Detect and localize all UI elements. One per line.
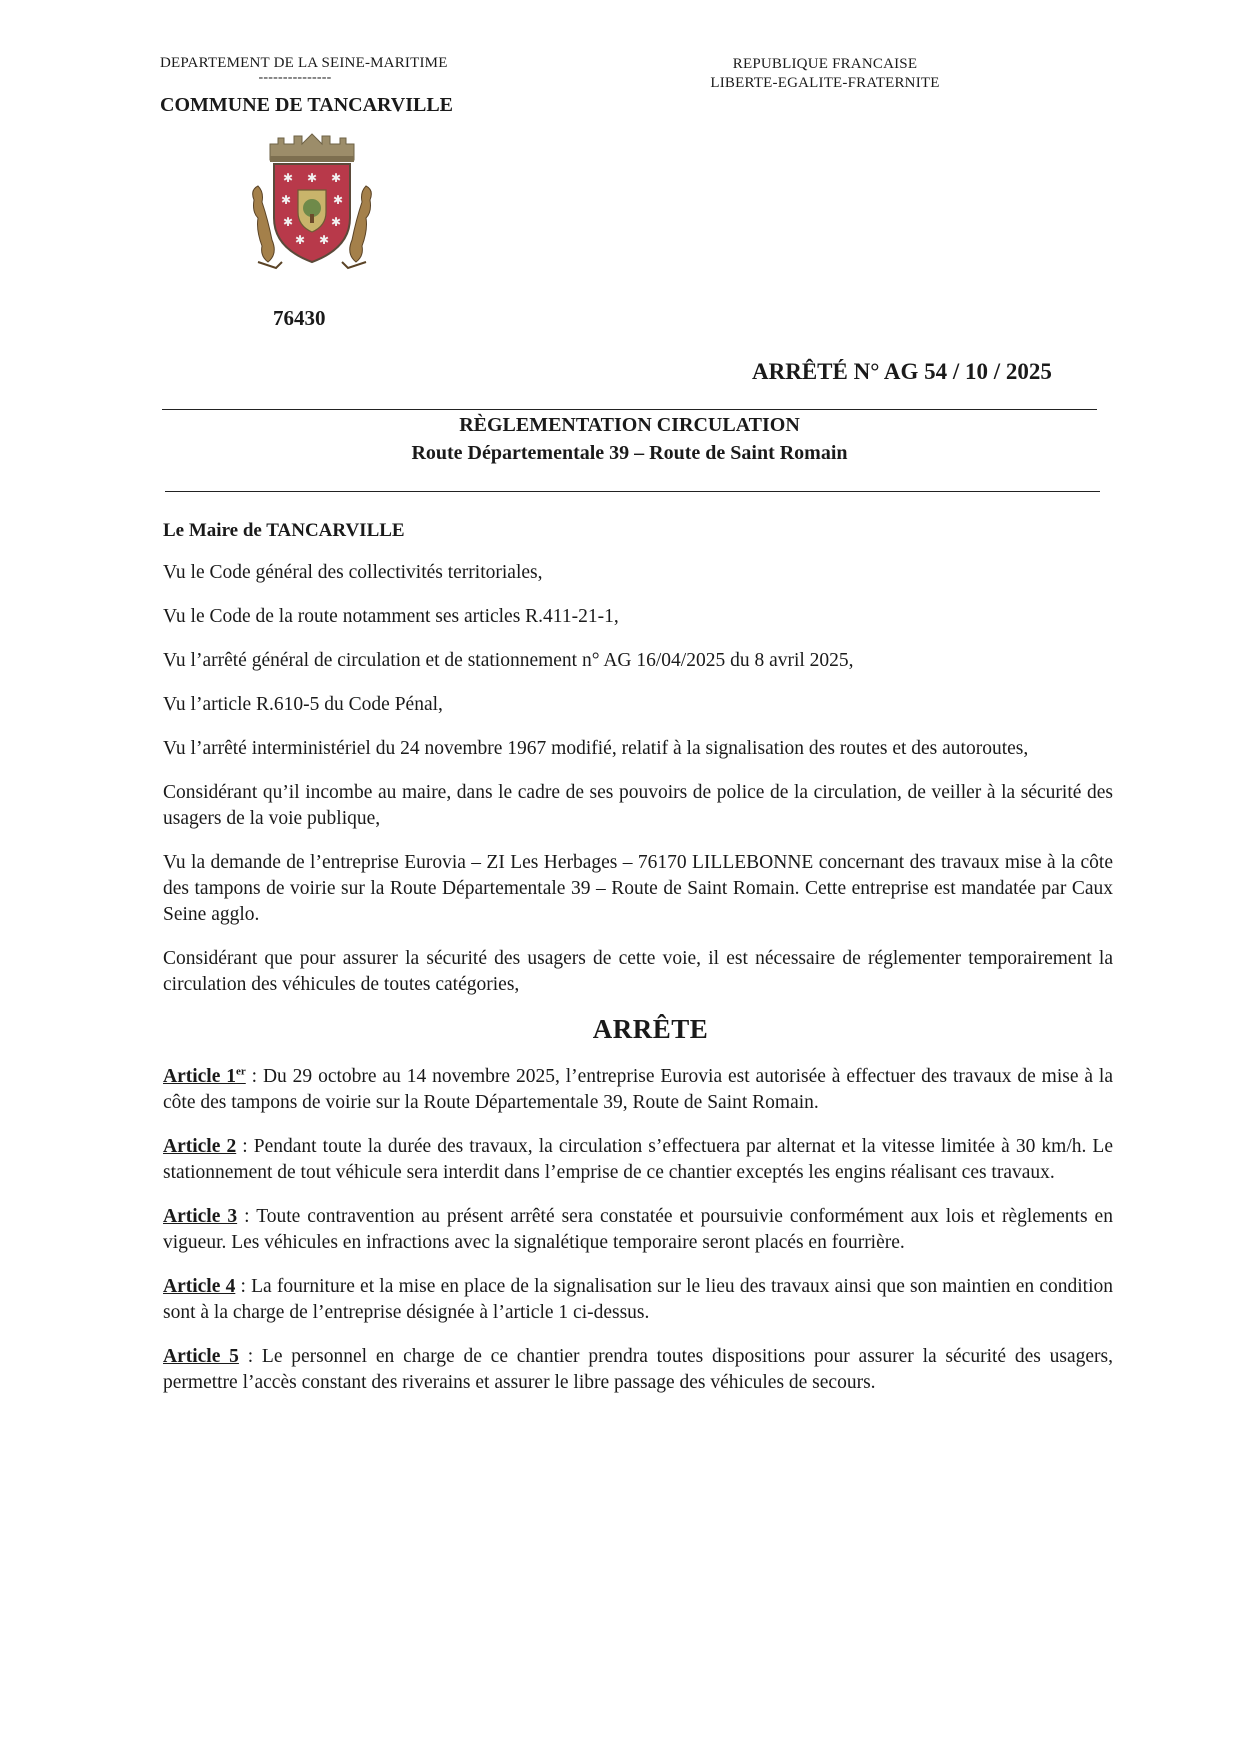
consideration-paragraph: Vu le Code général des collectivités territoriales,	[163, 562, 543, 583]
commune-name: COMMUNE DE TANCARVILLE	[160, 94, 454, 116]
article-text: Pendant toute la durée des travaux, la circulation s’effectuera par alternat et la vitesse limitée à 30 km/h. Le stationnement de tout véhicule sera interdit dans l’emprise de ce chantier exceptés les engins réalisant ces travaux.	[163, 1136, 1114, 1183]
svg-text:✱: ✱	[294, 233, 306, 247]
consideration-paragraph: Vu la demande de l’entreprise Eurovia – ZI Les Herbages – 76170 LILLEBONNE concernant des travaux mise à la côte des tampons de voirie sur la Route Départementale 39 – Route de Saint Romain. Cette entreprise est mandatée par Caux Seine agglo.	[163, 852, 1113, 925]
header-dash-separator: ---------------	[258, 70, 332, 85]
article-label: Article 1er	[163, 1065, 246, 1087]
consideration-paragraph: Vu l’arrêté général de circulation et de stationnement n° AG 16/04/2025 du 8 avril 2025,	[163, 650, 854, 671]
subject-subtitle: Route Départementale 39 – Route de Saint Romain	[411, 442, 848, 464]
arrete-number: ARRÊTÉ N° AG 54 / 10 / 2025	[752, 359, 1052, 384]
republic-header	[690, 55, 960, 93]
article-paragraph	[163, 1344, 1113, 1396]
svg-text:✱: ✱	[318, 233, 330, 247]
article-paragraph	[163, 1134, 1113, 1186]
article-separator: :	[237, 1206, 257, 1227]
article-paragraph	[163, 1204, 1113, 1256]
article-separator: :	[238, 1346, 262, 1367]
mayor-heading: Le Maire de TANCARVILLE	[163, 520, 405, 541]
consideration-paragraph: Considérant que pour assurer la sécurité des usagers de cette voie, il est nécessaire de réglementer temporairement la circulation des véhicules de toutes catégories,	[163, 948, 1113, 995]
article-paragraph	[163, 1274, 1113, 1326]
title-divider-top	[162, 409, 1097, 410]
svg-text:✱: ✱	[282, 215, 294, 229]
article-text: La fourniture et la mise en place de la signalisation sur le lieu des travaux ainsi que son maintien en condition sont à la charge de l’entreprise désignée à l’article 1 ci-dessus.	[163, 1276, 1113, 1323]
article-separator: :	[236, 1136, 254, 1157]
article-separator: :	[235, 1276, 252, 1297]
consideration-paragraph: Vu le Code de la route notamment ses articles R.411-21-1,	[163, 606, 619, 627]
article-text: Le personnel en charge de ce chantier prendra toutes dispositions pour assurer la sécurité des usagers, permettre l’accès constant des riverains et assurer le libre passage des véhicules de secours.	[163, 1346, 1113, 1393]
article-separator: :	[245, 1066, 263, 1087]
svg-text:✱: ✱	[280, 193, 292, 207]
svg-text:✱: ✱	[306, 171, 318, 185]
department-header	[160, 55, 490, 84]
svg-text:✱: ✱	[330, 215, 342, 229]
article-text: Du 29 octobre au 14 novembre 2025, l’entreprise Eurovia est autorisée à effectuer des travaux de mise à la côte des tampons de voirie sur la Route Départementale 39, Route de Saint Romain.	[163, 1066, 1113, 1113]
department-name: DEPARTEMENT DE LA SEINE-MARITIME	[160, 55, 448, 71]
article-text: Toute contravention au présent arrêté sera constatée et poursuivie conformément aux lois et règlements en vigueur. Les véhicules en infractions avec la signalétique temporaire seront placés en fourrière.	[163, 1206, 1113, 1253]
title-divider-bottom	[165, 491, 1100, 492]
svg-text:✱: ✱	[332, 193, 344, 207]
postal-code: 76430	[273, 306, 326, 330]
coat-of-arms-icon	[248, 130, 376, 275]
consideration-paragraph: Considérant qu’il incombe au maire, dans le cadre de ses pouvoirs de police de la circulation, de veiller à la sécurité des usagers de la voie publique,	[163, 782, 1113, 829]
article-label: Article 5	[163, 1346, 239, 1367]
consideration-paragraph: Vu l’arrêté interministériel du 24 novembre 1967 modifié, relatif à la signalisation des routes et des autoroutes,	[163, 738, 1029, 759]
consideration-paragraph: Vu l’article R.610-5 du Code Pénal,	[163, 694, 443, 715]
article-label: Article 3	[163, 1206, 238, 1227]
subject-block	[162, 411, 1097, 467]
document-body	[163, 518, 1113, 1414]
republic-name: REPUBLIQUE FRANCAISE	[732, 56, 918, 72]
article-label: Article 2	[163, 1136, 237, 1157]
arrete-heading: ARRÊTE	[592, 1014, 709, 1044]
republic-motto: LIBERTE-EGALITE-FRATERNITE	[710, 75, 940, 91]
article-label: Article 4	[163, 1276, 236, 1297]
svg-text:✱: ✱	[330, 171, 342, 185]
article-label-superscript: er	[236, 1065, 246, 1078]
svg-text:✱: ✱	[282, 171, 294, 185]
article-paragraph	[163, 1064, 1113, 1116]
subject-title: RÈGLEMENTATION CIRCULATION	[459, 414, 800, 436]
